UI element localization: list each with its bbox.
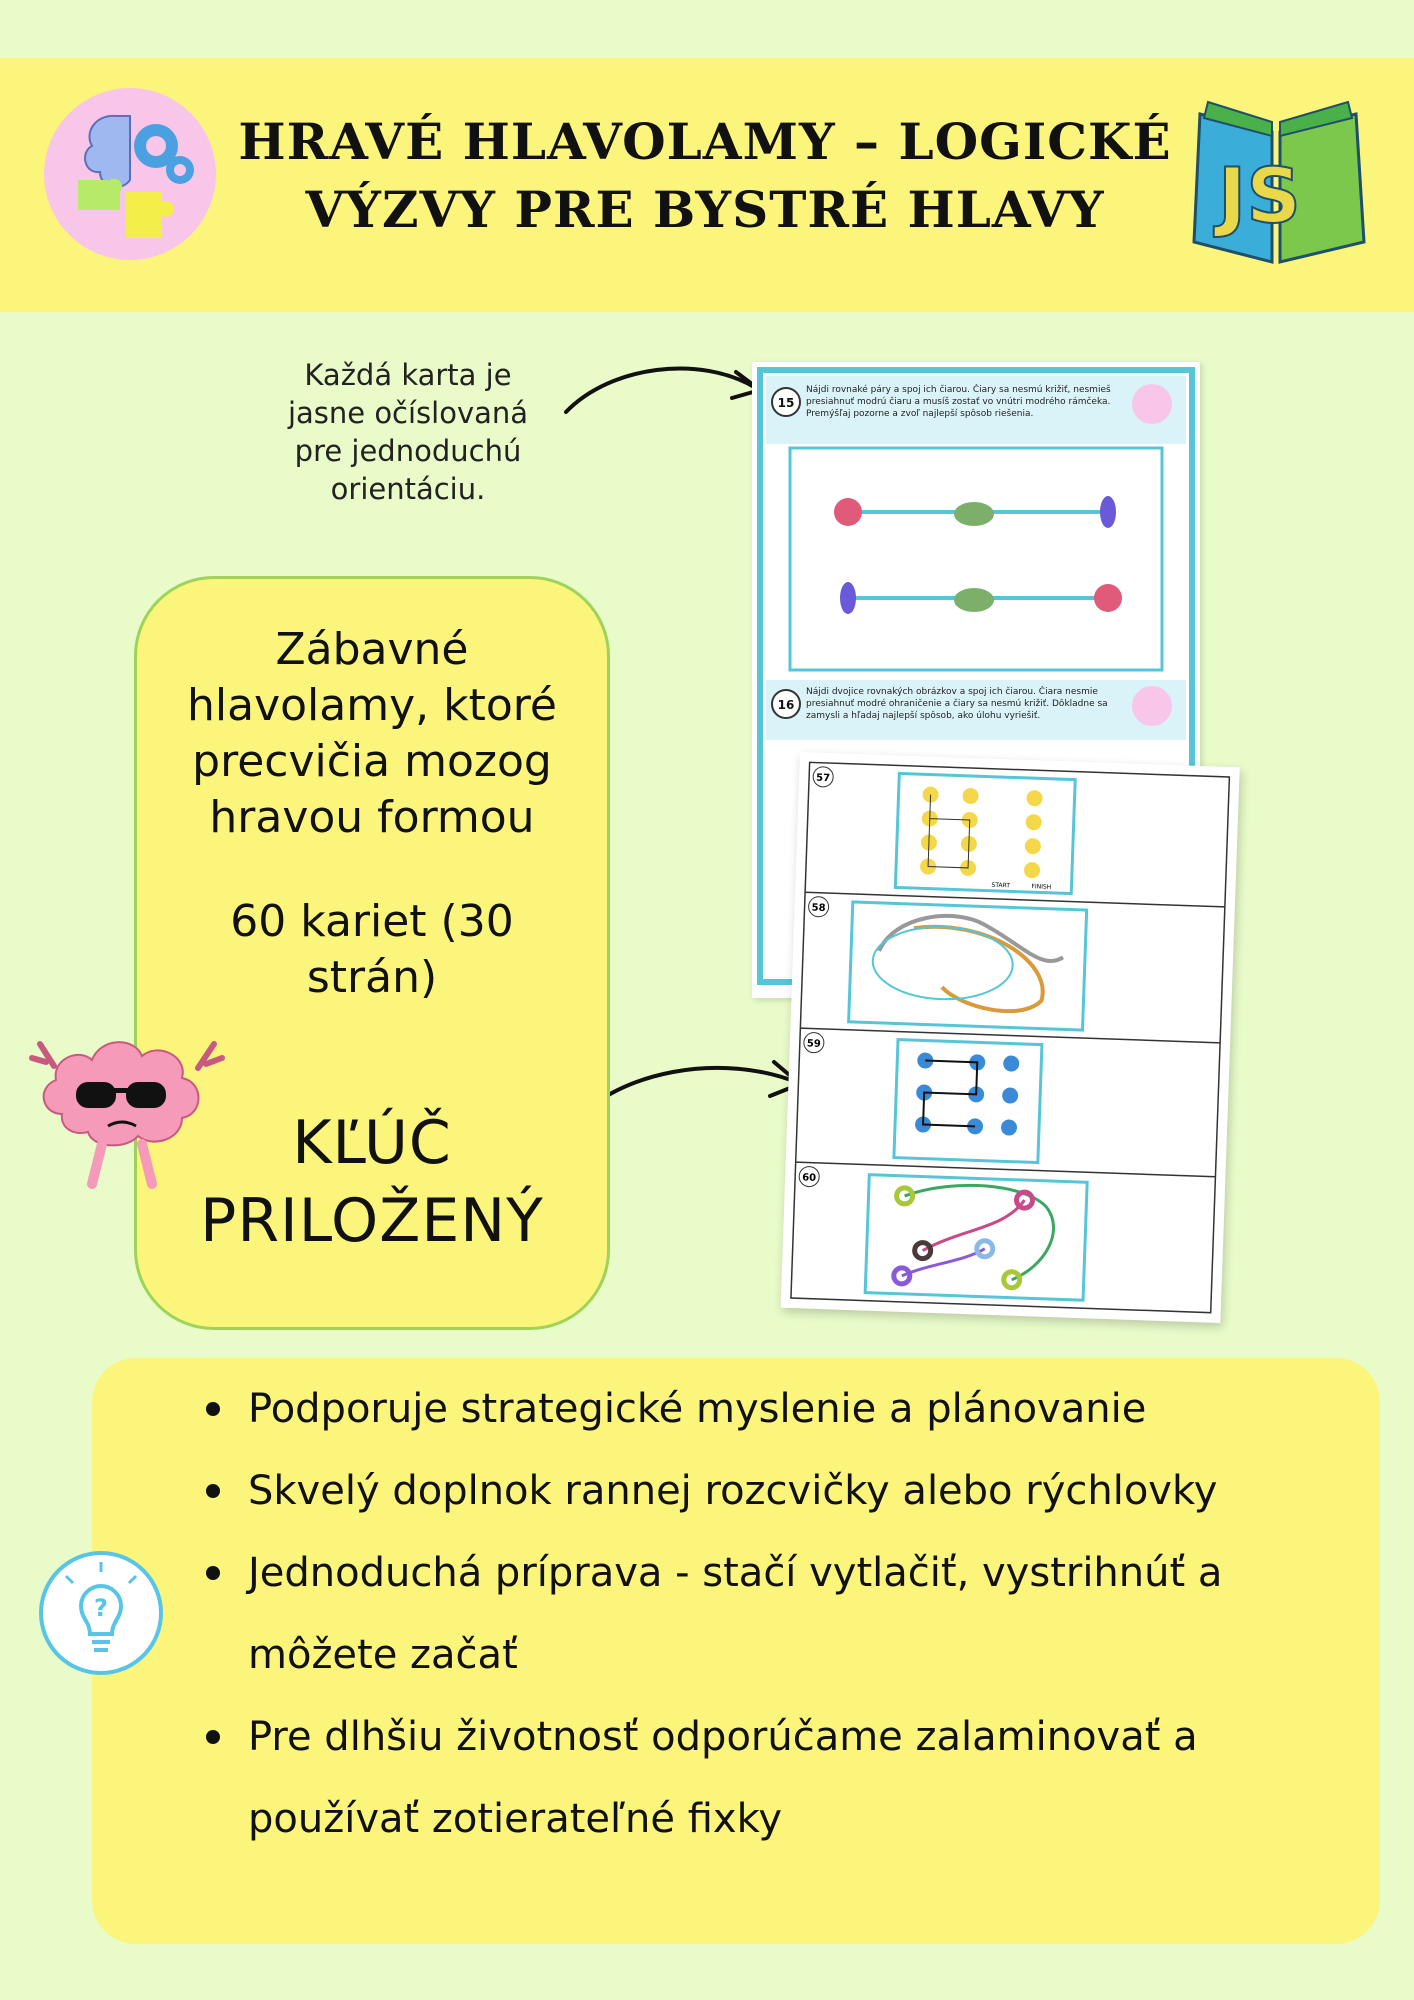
note-line-4: orientáciu.	[330, 472, 486, 506]
card-instruction-16: Nájdi dvojice rovnakých obrázkov a spoj ich čiarou. Čiara nesmie presiahnuť modré ohraničenie a čiary sa nesmú križiť. Dôkladne sa zamysli a hľadaj najlepší spôsob, ako úlohu vyriešiť.	[806, 687, 1108, 721]
key-number-60: 60	[801, 1172, 817, 1184]
benefit-item: Skvelý doplnok rannej rozcvičky alebo rýchlovky	[200, 1450, 1350, 1532]
note-line-1: Každá karta je	[304, 358, 512, 392]
start-label: START	[991, 881, 1011, 890]
note-line-3: pre jednoduchú	[294, 434, 522, 468]
card-count	[134, 894, 610, 1006]
turtle-icon	[954, 502, 994, 526]
card-instruction-15: Nájdi rovnaké páry a spoj ich čiarou. Čiary sa nesmú križiť, nesmieš presiahnuť modrú čiaru a musíš zostať vo vnútri modrého rámčeka. Premýšľaj pozorne a zvoľ najlepší spôsob riešenia.	[806, 385, 1111, 419]
benefit-item: Podporuje strategické myslenie a plánovanie	[200, 1368, 1350, 1450]
card-count-line-1: 60 kariet (30	[230, 896, 514, 947]
book-logo-icon	[1180, 92, 1370, 268]
benefit-item: Pre dlhšiu životnosť odporúčame zalaminovať a používať zotierateľné fixky	[200, 1696, 1350, 1860]
octopus-icon	[834, 498, 862, 526]
numbering-note	[258, 356, 558, 508]
logo-letter-j: JS	[1218, 151, 1302, 240]
seahorse-icon	[1100, 496, 1116, 528]
key-number-57: 57	[815, 772, 831, 785]
title-line-2: VÝZVY PRE BYSTRÉ HLAVY	[305, 180, 1105, 239]
seahorse-icon	[840, 582, 856, 614]
title-line-1: HRAVÉ HLAVOLAMY – LOGICKÉ	[238, 112, 1172, 171]
note-line-2: jasne očíslovaná	[287, 396, 529, 430]
card-count-line-2: strán)	[306, 952, 438, 1003]
card-number-16: 16	[777, 698, 795, 712]
key-line-2: PRILOŽENÝ	[200, 1186, 544, 1256]
chick-grid-icon	[920, 786, 1043, 878]
benefit-item: Jednoduchá príprava - stačí vytlačiť, vystrihnúť a môžete začať	[200, 1532, 1350, 1696]
finish-label: FINISH	[1031, 883, 1052, 891]
turtle-icon	[954, 588, 994, 612]
page-title	[230, 108, 1180, 244]
cool-brain-mascot-icon	[22, 1018, 230, 1196]
card-number-15: 15	[777, 396, 795, 410]
brain-puzzle-icon	[44, 88, 216, 260]
benefits-list	[200, 1368, 1350, 1860]
info-line-4: hravou formou	[209, 792, 535, 843]
key-number-59: 59	[806, 1038, 821, 1050]
key-line-1: KĽÚČ	[292, 1108, 452, 1178]
info-description	[134, 622, 610, 846]
key-number-58: 58	[811, 902, 826, 914]
info-line-2: hlavolamy, ktoré	[187, 680, 557, 731]
svg-text:?: ?	[94, 1594, 108, 1622]
brain-puzzle-logo	[44, 88, 216, 260]
info-line-3: precvičia mozog	[192, 736, 552, 787]
arrow-to-card-icon	[560, 346, 780, 422]
answer-key-card	[781, 752, 1240, 1323]
info-line-1: Zábavné	[275, 624, 469, 675]
donut-icons	[894, 1188, 1033, 1289]
octopus-icon	[1094, 584, 1122, 612]
lightbulb-question-icon	[36, 1548, 166, 1678]
